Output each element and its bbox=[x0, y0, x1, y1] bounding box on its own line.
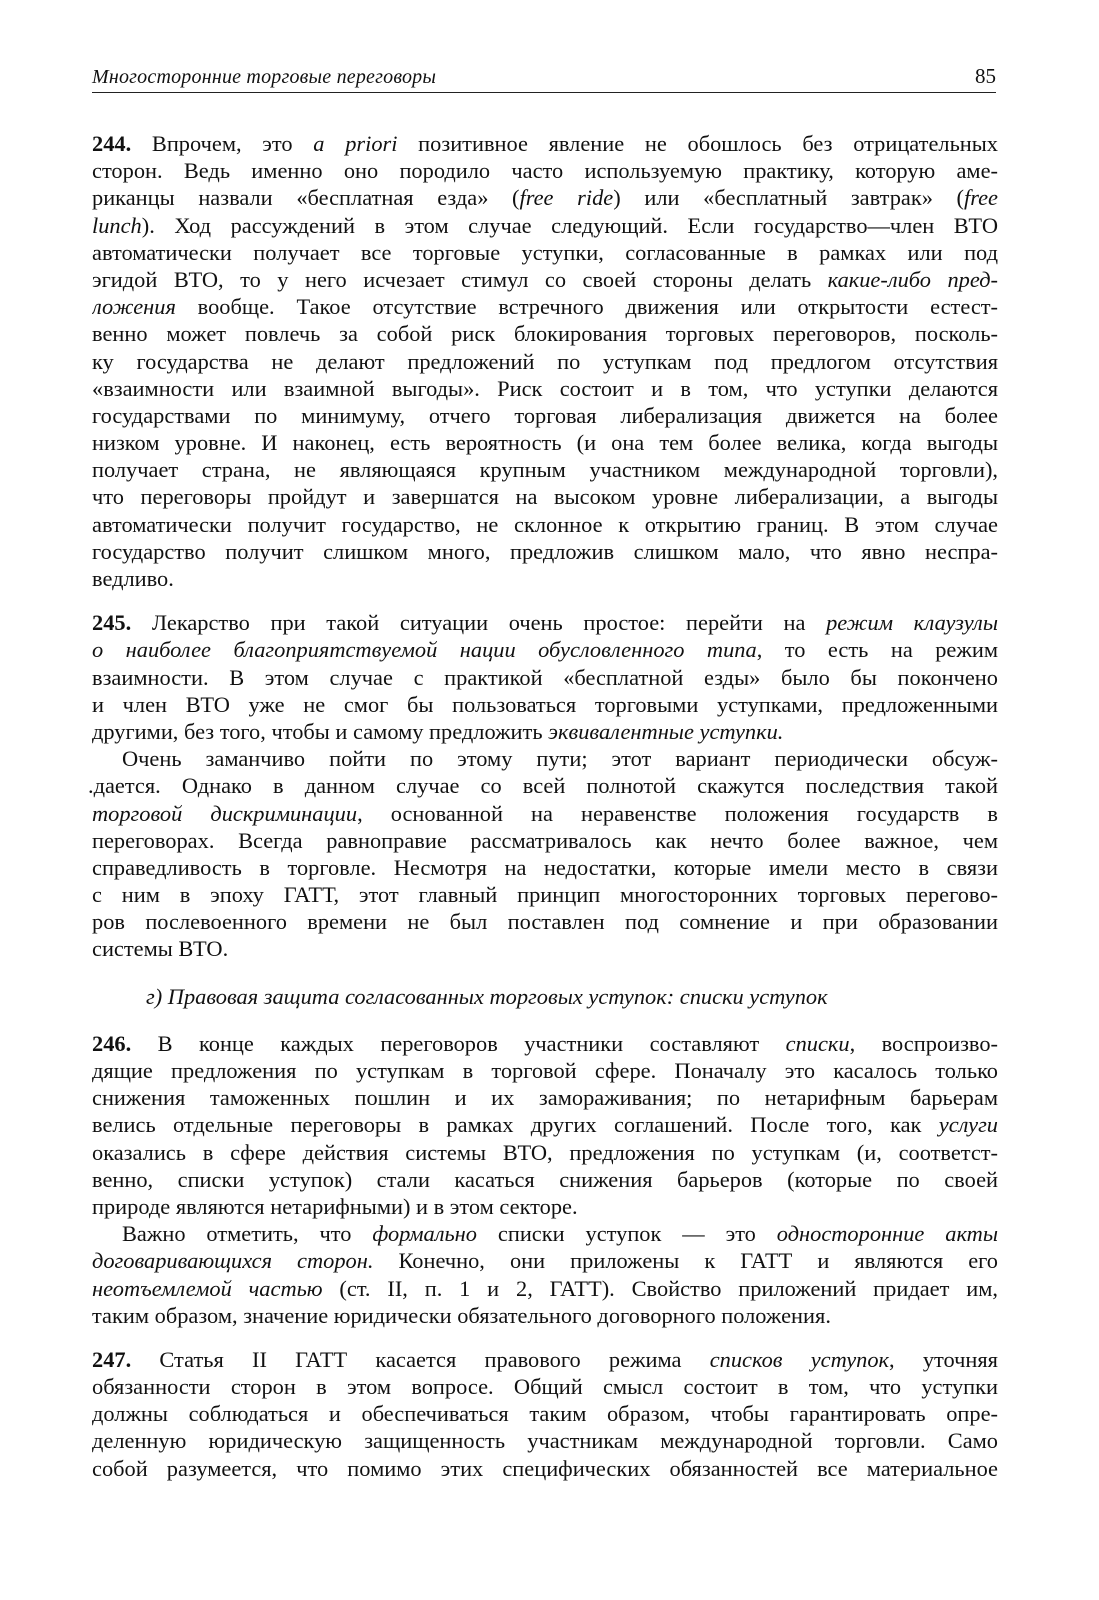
text-line: автоматически получит государство, не склонное к открытию границ. В этом случае bbox=[92, 511, 998, 537]
text-line: обязанности сторон в этом вопросе. Общий смысл состоит в том, что уступки bbox=[92, 1374, 998, 1400]
text-line: венно, списки уступок) стали касаться снижения барьеров (которые по своей bbox=[92, 1166, 998, 1192]
text-line: о наиболее благоприятствуемой нации обусловленного типа, то есть на режим bbox=[92, 637, 998, 663]
paragraph-244 bbox=[92, 130, 998, 592]
text-line: 245. Лекарство при такой ситуации очень простое: перейти на режим клаузулы bbox=[92, 610, 998, 636]
text-line: другими, без того, чтобы и самому предложить эквивалентные уступки. bbox=[92, 718, 784, 744]
text-line: переговорах. Всегда равноправие рассматривалось как нечто более важное, чем bbox=[92, 827, 998, 853]
text-line: эгидой ВТО, то у него исчезает стимул со своей стороны делать какие-либо пред- bbox=[92, 266, 998, 292]
text-line: Очень заманчиво пойти по этому пути; этот вариант периодически обсуж- bbox=[122, 746, 998, 772]
text-line: системы ВТО. bbox=[92, 936, 229, 962]
running-header bbox=[92, 62, 996, 93]
text-line: снижения таможенных пошлин и их замораживания; по нетарифным барьерам bbox=[92, 1085, 998, 1111]
text-line: деленную юридическую защищенность участникам международной торговли. Само bbox=[92, 1428, 998, 1454]
running-title: Многосторонние торговые переговоры bbox=[92, 66, 437, 88]
text-line: lunch). Ход рассуждений в этом случае следующий. Если государство—член ВТО bbox=[92, 212, 998, 238]
text-line: венно может повлечь за собой риск блокирования торговых переговоров, посколь- bbox=[92, 321, 998, 347]
text-line: ложения вообще. Такое отсутствие встречного движения или открытости естест- bbox=[92, 294, 998, 320]
text-line: ведливо. bbox=[92, 566, 174, 591]
text-line: 247. Статья II ГАТТ касается правового режима списков уступок, уточняя bbox=[92, 1346, 998, 1372]
text-line: с ним в эпоху ГАТТ, этот главный принцип многосторонних торговых перегово- bbox=[92, 882, 998, 908]
text-line: «взаимности или взаимной выгоды». Риск состоит и в том, что уступки делаются bbox=[92, 375, 998, 401]
text-line: дящие предложения по уступкам в торговой сфере. Поначалу это касалось только bbox=[92, 1058, 998, 1083]
paragraph-number: 246. bbox=[92, 1030, 132, 1056]
text-line: оказались в сфере действия системы ВТО, предложения по уступкам (и, соответст- bbox=[92, 1139, 998, 1165]
text-line: риканцы назвали «бесплатная езда» (free ride) или «бесплатный завтрак» (free bbox=[92, 185, 998, 211]
text-line: справедливость в торговле. Несмотря на недостатки, которые имели место в связи bbox=[92, 854, 998, 880]
text-line: 244. Впрочем, это a priori позитивное явление не обошлось без отрицательных bbox=[92, 131, 998, 156]
text-line: велись отдельные переговоры в рамках других соглашений. После того, как услуги bbox=[92, 1112, 998, 1138]
text-line: таким образом, значение юридически обязательного договорного положения. bbox=[92, 1302, 831, 1328]
text-line: взаимности. В этом случае с практикой «бесплатной езды» было бы покончено bbox=[92, 664, 998, 690]
text-line: низком уровне. И наконец, есть вероятность (и она тем более велика, когда выгоды bbox=[92, 430, 998, 456]
text-line: Важно отметить, что формально списки уступок — это односторонние акты bbox=[122, 1221, 998, 1247]
text-line: природе являются нетарифными) и в этом секторе. bbox=[92, 1193, 578, 1219]
paragraph-245 bbox=[88, 609, 998, 962]
text-line: должны соблюдаться и обеспечиваться таким образом, чтобы гарантировать опре- bbox=[92, 1401, 998, 1427]
text-line: договаривающихся сторон. Конечно, они приложены к ГАТТ и являются его bbox=[92, 1248, 998, 1274]
text-line: ров послевоенного времени не был поставлен под сомнение и при образовании bbox=[92, 909, 998, 935]
text-line: .дается. Однако в данном случае со всей полнотой скажутся последствия такой bbox=[88, 773, 998, 799]
text-line: получает страна, не являющаяся крупным участником международной торговли), bbox=[92, 457, 998, 483]
text-line: государство получит слишком много, предложив слишком мало, что явно неспра- bbox=[92, 538, 998, 564]
text-line: автоматически получает все торговые уступки, согласованные в рамках или под bbox=[92, 239, 998, 265]
text-line: ку государства не делают предложений по уступкам под предлогом отсутствия bbox=[92, 348, 998, 374]
page-number: 85 bbox=[975, 64, 996, 88]
text-line: что переговоры пройдут и завершатся на высоком уровне либерализации, а выгоды bbox=[92, 484, 998, 510]
paragraph-number: 244. bbox=[92, 131, 132, 156]
page-body bbox=[88, 130, 998, 1482]
paragraph-number: 247. bbox=[92, 1346, 132, 1372]
text-line: сторон. Ведь именно оно породило часто используемую практику, которую аме- bbox=[92, 158, 998, 184]
paragraph-number: 245. bbox=[92, 610, 132, 636]
text-line: и член ВТО уже не смог бы пользоваться торговыми уступками, предложенными bbox=[92, 691, 998, 717]
section-subheading: г) Правовая защита согласованных торговых уступок: списки уступок bbox=[146, 983, 828, 1009]
text-line: собой разумеется, что помимо этих специфических обязанностей все материальное bbox=[92, 1455, 998, 1481]
text-line: 246. В конце каждых переговоров участники составляют списки, воспроизво- bbox=[92, 1030, 998, 1056]
text-line: неотъемлемой частью (ст. II, п. 1 и 2, ГАТТ). Свойство приложений придает им, bbox=[92, 1275, 998, 1301]
paragraph-247 bbox=[92, 1346, 998, 1482]
text-line: государствами по минимуму, отчего торговая либерализация движется на более bbox=[92, 402, 998, 428]
paragraph-246 bbox=[92, 1030, 998, 1329]
text-line: торговой дискриминации, основанной на неравенстве положения государств в bbox=[92, 800, 998, 826]
